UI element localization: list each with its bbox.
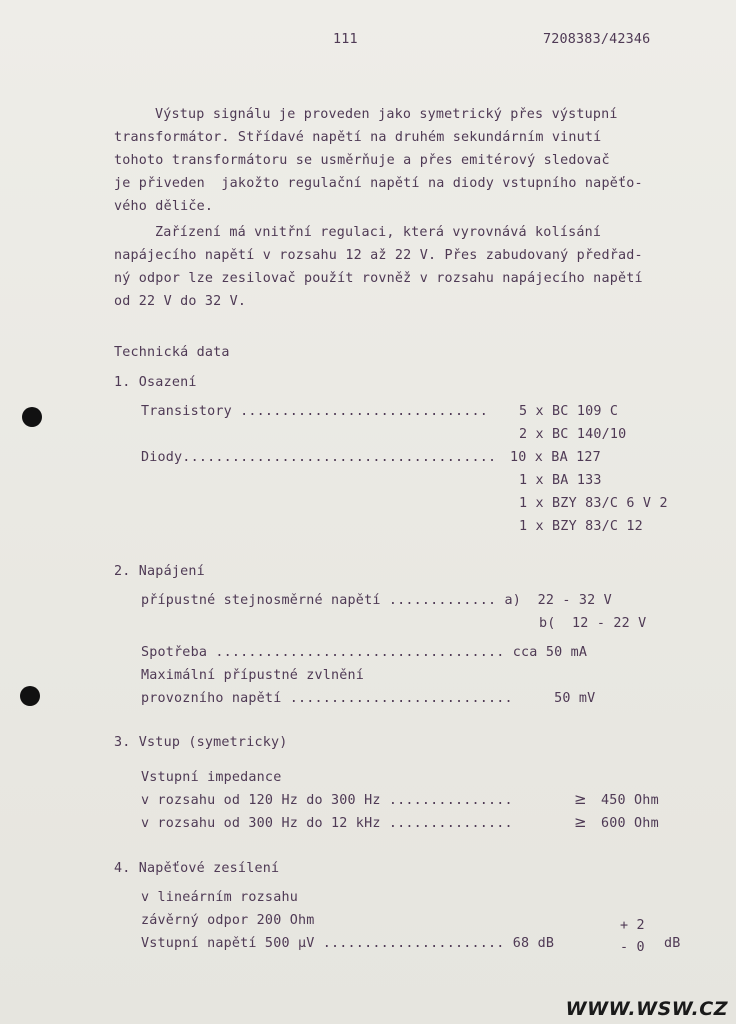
consumption-line: Spotřeba ................................... cca 50 mA: [141, 645, 588, 660]
technical-data-heading: Technická data: [114, 345, 230, 360]
watermark: WWW.WSW.CZ: [565, 998, 728, 1020]
paragraph-1-line-2: transformátor. Střídavé napětí na druhém sekundárním vinutí: [114, 130, 602, 145]
punch-hole: [22, 407, 42, 427]
paragraph-1-line-1: Výstup signálu je proveden jako symetrický přes výstupní: [155, 107, 618, 122]
section-1-title: 1. Osazení: [114, 375, 197, 390]
section-3-title: 3. Vstup (symetricky): [114, 735, 288, 750]
linear-range-label: v lineárním rozsahu: [141, 890, 298, 905]
input-impedance-label: Vstupní impedance: [141, 770, 282, 785]
page-number: 111: [333, 32, 358, 47]
section-4-title: 4. Napěťové zesílení: [114, 861, 280, 876]
paragraph-1-line-4: je přiveden jakožto regulační napětí na diody vstupního napěťo-: [114, 176, 643, 191]
ripple-line: provozního napětí ........................... 50 mV: [141, 691, 596, 706]
diody-value-1: 10 x BA 127: [510, 450, 601, 465]
transistory-value-2: 2 x BC 140/10: [519, 427, 627, 442]
section-2-title: 2. Napájení: [114, 564, 205, 579]
tolerance-plus: + 2: [620, 918, 645, 933]
impedance-range-2: v rozsahu od 300 Hz do 12 kHz ...............: [141, 816, 513, 831]
impedance-value-2: 600 Ohm: [601, 816, 659, 831]
paragraph-2-line-4: od 22 V do 32 V.: [114, 294, 247, 309]
voltage-range-b: b( 12 - 22 V: [539, 616, 647, 631]
impedance-value-1: 450 Ohm: [601, 793, 659, 808]
punch-hole: [20, 686, 40, 706]
voltage-gain-line: Vstupní napětí 500 μV ...................... 68 dB: [141, 936, 555, 951]
diody-value-2: 1 x BA 133: [519, 473, 602, 488]
tolerance-minus: - 0: [620, 940, 645, 955]
ripple-label: Maximální přípustné zvlnění: [141, 668, 365, 683]
paragraph-2-line-1: Zařízení má vnitřní regulaci, která vyrovnává kolísání: [155, 225, 602, 240]
impedance-range-1: v rozsahu od 120 Hz do 300 Hz ...............: [141, 793, 513, 808]
transistory-value-1: 5 x BC 109 C: [519, 404, 619, 419]
greater-equal-symbol: ≥: [574, 813, 587, 831]
voltage-range-a: přípustné stejnosměrné napětí ............. a) 22 - 32 V: [141, 593, 612, 608]
termination-label: závěrný odpor 200 Ohm: [141, 913, 315, 928]
gain-unit: dB: [664, 936, 681, 951]
paragraph-2-line-3: ný odpor lze zesilovač použít rovněž v rozsahu napájecího napětí: [114, 271, 643, 286]
paragraph-1-line-3: tohoto transformátoru se usměrňuje a přes emitérový sledovač: [114, 153, 610, 168]
diody-value-4: 1 x BZY 83/C 12: [519, 519, 643, 534]
diody-label: Diody......................................: [141, 450, 497, 465]
diody-value-3: 1 x BZY 83/C 6 V 2: [519, 496, 668, 511]
document-number: 7208383/42346: [543, 32, 651, 47]
paragraph-1-line-5: vého děliče.: [114, 199, 214, 214]
greater-equal-symbol: ≥: [574, 790, 587, 808]
paragraph-2-line-2: napájecího napětí v rozsahu 12 až 22 V. Přes zabudovaný předřad-: [114, 248, 643, 263]
transistory-label: Transistory ..............................: [141, 404, 488, 419]
